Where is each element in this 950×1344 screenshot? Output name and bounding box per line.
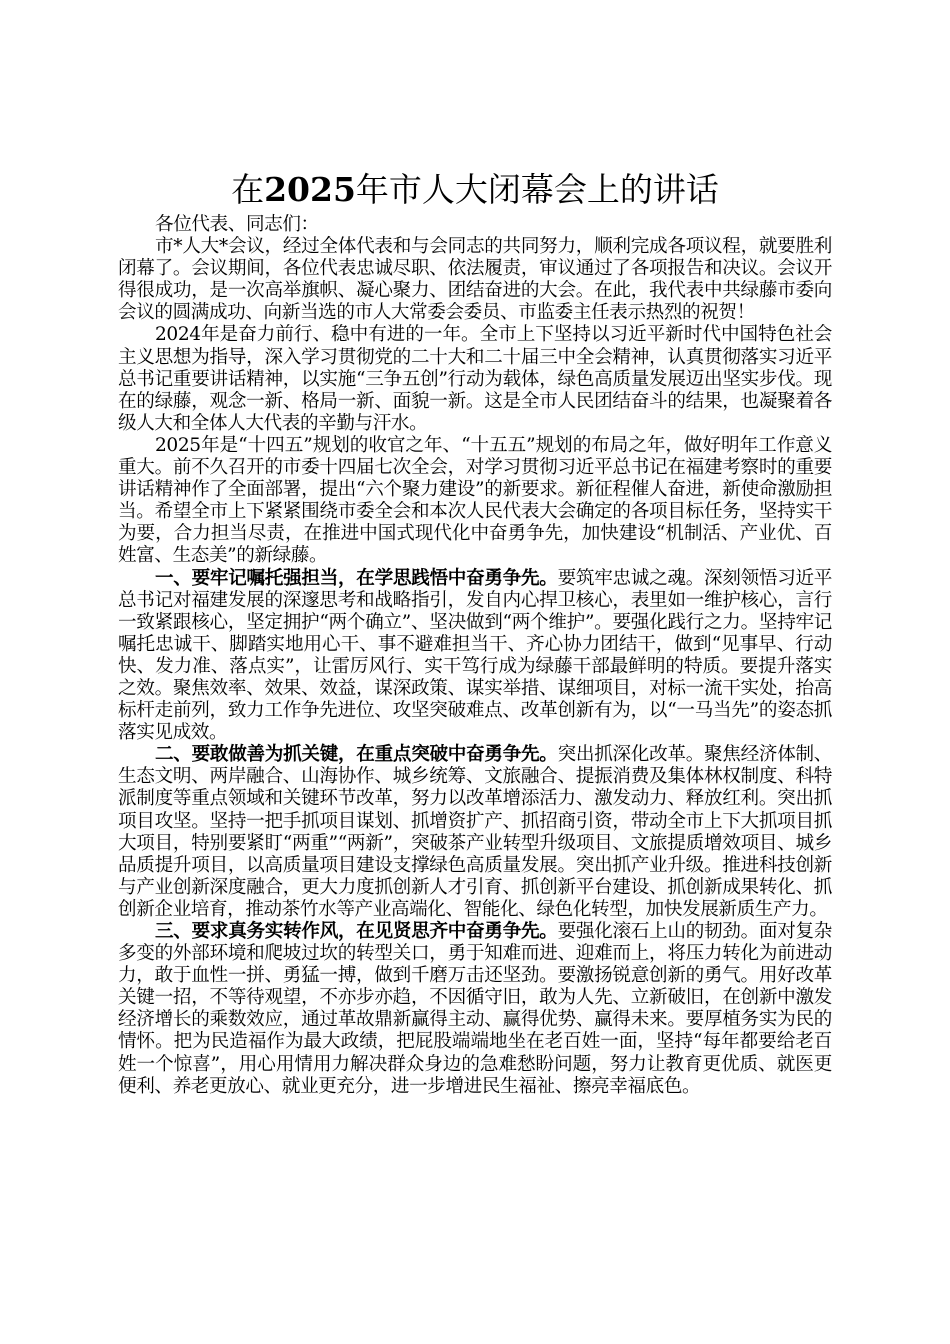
document-page bbox=[118, 168, 832, 1098]
document-title bbox=[118, 168, 832, 212]
paragraph-text: 突出抓深化改革。聚焦经济体制、生态文明、两岸融合、山海协作、城乡统筹、文旅融合、提振消费及集体林权制度、科特派制度等重点领域和关键环节改革，努力以改革增添活力、激发动力、释放红利。突出抓项目攻坚。坚持一把手抓项目谋划、抓增资扩产、抓招商引资，带动全市上下大抓项目抓大项目，特别要紧盯“两重”“两新”，突破茶产业转型升级项目、文旅提质增效项目、城乡品质提升项目，以高质量项目建设支撑绿色高质量发展。突出抓产业升级。推进科技创新与产业创新深度融合，更大力度抓创新人才引育、抓创新平台建设、抓创新成果转化、抓创新企业培育，推动茶竹水等产业高端化、智能化、绿色化转型，加快发展新质生产力。 bbox=[118, 744, 832, 920]
paragraph-2024-review bbox=[118, 324, 832, 434]
title-year: 2025 bbox=[264, 170, 356, 209]
paragraph-point-two bbox=[118, 744, 832, 921]
title-suffix: 年市人大闭幕会上的讲话 bbox=[355, 170, 719, 209]
paragraph-lead-heading: 一、要牢记嘱托强担当，在学思践悟中奋勇争先。 bbox=[155, 567, 558, 589]
paragraph-text: 要强化滚石上山的韧劲。面对复杂多变的外部环境和爬坡过坎的转型关口，勇于知难而进、迎难而上，将压力转化为前进动力，敢于血性一拼、勇猛一搏，做到千磨万击还坚劲。要激扬锐意创新的勇气。用好改革关键一招，不等待观望，不亦步亦趋，不因循守旧，敢为人先、立新破旧，在创新中激发经济增长的乘数效应，通过革故鼎新赢得主动、赢得优势、赢得未来。要厚植务实为民的情怀。把为民造福作为最大政绩，把屁股端端地坐在老百姓一面，坚持“每年都要给老百姓一个惊喜”，用心用情用力解决群众身边的急难愁盼问题，努力让教育更优质、就医更便利、养老更放心、就业更充分，进一步增进民生福祉、擦亮幸福底色。 bbox=[118, 921, 832, 1097]
paragraph-text: 2024年是奋力前行、稳中有进的一年。全市上下坚持以习近平新时代中国特色社会主义思想为指导，深入学习贯彻党的二十大和二十届三中全会精神，认真贯彻落实习近平总书记重要讲话精神，以实施“三争五创”行动为载体，绿色高质量发展迈出坚实步伐。现在的绿藤，观念一新、格局一新、面貌一新。这是全市人民团结奋斗的结果，也凝聚着各级人大和全体人大代表的辛勤与汗水。 bbox=[118, 324, 832, 434]
paragraph-lead-heading: 二、要敢做善为抓关键，在重点突破中奋勇争先。 bbox=[155, 744, 558, 766]
paragraph-text: 要筑牢忠诚之魂。深刻领悟习近平总书记对福建发展的深邃思考和战略指引，发自内心捍卫核心，表里如一维护核心，言行一致紧跟核心，坚定拥护“两个确立”、坚决做到“两个维护”。要强化践行之力。坚持牢记嘱托忠诚干、脚踏实地用心干、事不避难担当干、齐心协力团结干，做到“见事早、行动快、发力准、落点实”，让雷厉风行、实干笃行成为绿藤干部最鲜明的特质。要提升落实之效。聚焦效率、效果、效益，谋深政策、谋实举措、谋细项目，对标一流干实处，抬高标杆走前列，致力工作争先进位、攻坚突破难点、改革创新有为，以“一马当先”的姿态抓落实见成效。 bbox=[118, 567, 832, 744]
paragraph-text: 2025年是“十四五”规划的收官之年、“十五五”规划的布局之年，做好明年工作意义重大。前不久召开的市委十四届七次全会，对学习贯彻习近平总书记在福建考察时的重要讲话精神作了全面部署，提出“六个聚力建设”的新要求。新征程催人奋进，新使命激励担当。希望全市上下紧紧围绕市委全会和本次人民代表大会确定的各项目标任务，坚持实干为要，合力担当尽责，在推进中国式现代化中奋勇争先，加快建设“机制活、产业优、百姓富、生态美”的新绿藤。 bbox=[118, 434, 832, 567]
paragraph-point-three bbox=[118, 921, 832, 1098]
paragraph-text: 市*人大*会议，经过全体代表和与会同志的共同努力，顺利完成各项议程，就要胜利闭幕了。会议期间，各位代表忠诚尽职、依法履责，审议通过了各项报告和决议。会议开得很成功，是一次高举旗帜、凝心聚力、团结奋进的大会。在此，我代表中共绿藤市委向会议的圆满成功、向新当选的市人大常委会委员、市监委主任表示热烈的祝贺！ bbox=[118, 236, 832, 324]
paragraph-lead-heading: 三、要求真务实转作风，在见贤思齐中奋勇争先。 bbox=[155, 921, 558, 942]
title-prefix: 在 bbox=[231, 170, 265, 209]
paragraph-point-one bbox=[118, 568, 832, 745]
paragraph-opening bbox=[118, 236, 832, 324]
salutation: 各位代表、同志们： bbox=[155, 214, 319, 235]
paragraph-2025-outlook bbox=[118, 435, 832, 568]
